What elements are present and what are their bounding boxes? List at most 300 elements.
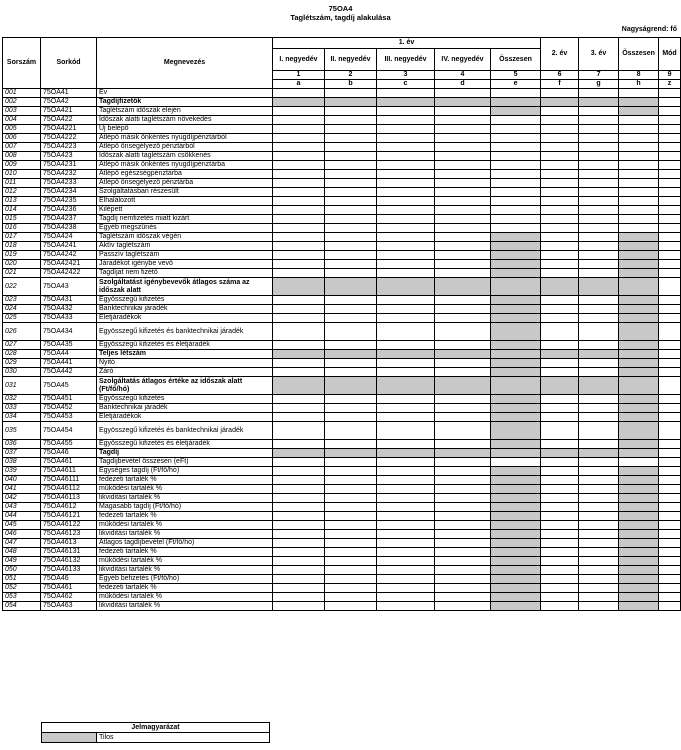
data-cell[interactable] <box>325 422 377 440</box>
data-cell[interactable] <box>325 161 377 170</box>
data-cell[interactable] <box>435 206 491 215</box>
data-cell[interactable] <box>325 395 377 404</box>
data-cell[interactable] <box>273 530 325 539</box>
data-cell[interactable] <box>325 530 377 539</box>
data-cell[interactable] <box>579 467 619 476</box>
data-cell[interactable] <box>377 251 435 260</box>
data-cell[interactable] <box>435 134 491 143</box>
data-cell[interactable] <box>377 539 435 548</box>
data-cell[interactable] <box>377 584 435 593</box>
data-cell[interactable] <box>541 440 579 449</box>
data-cell[interactable] <box>325 215 377 224</box>
data-cell[interactable] <box>435 368 491 377</box>
data-cell[interactable] <box>435 467 491 476</box>
data-cell[interactable] <box>435 233 491 242</box>
data-cell[interactable] <box>435 152 491 161</box>
data-cell[interactable] <box>579 116 619 125</box>
data-cell[interactable] <box>579 368 619 377</box>
data-cell[interactable] <box>325 467 377 476</box>
data-cell[interactable] <box>579 233 619 242</box>
data-cell[interactable] <box>541 566 579 575</box>
data-cell[interactable] <box>377 107 435 116</box>
data-cell[interactable] <box>541 107 579 116</box>
data-cell[interactable] <box>541 503 579 512</box>
data-cell[interactable] <box>273 584 325 593</box>
data-cell[interactable] <box>541 575 579 584</box>
data-cell[interactable] <box>435 584 491 593</box>
data-cell[interactable] <box>579 206 619 215</box>
data-cell[interactable] <box>377 575 435 584</box>
data-cell[interactable] <box>377 476 435 485</box>
data-cell[interactable] <box>325 413 377 422</box>
data-cell[interactable] <box>579 323 619 341</box>
data-cell[interactable] <box>541 179 579 188</box>
data-cell[interactable] <box>619 179 659 188</box>
data-cell[interactable] <box>377 179 435 188</box>
data-cell[interactable] <box>579 161 619 170</box>
data-cell[interactable] <box>435 557 491 566</box>
data-cell[interactable] <box>491 89 541 98</box>
data-cell[interactable] <box>325 566 377 575</box>
data-cell[interactable] <box>273 557 325 566</box>
data-cell[interactable] <box>541 89 579 98</box>
data-cell[interactable] <box>541 485 579 494</box>
data-cell[interactable] <box>435 242 491 251</box>
data-cell[interactable] <box>435 179 491 188</box>
data-cell[interactable] <box>435 413 491 422</box>
data-cell[interactable] <box>273 107 325 116</box>
data-cell[interactable] <box>579 359 619 368</box>
data-cell[interactable] <box>325 476 377 485</box>
data-cell[interactable] <box>325 512 377 521</box>
data-cell[interactable] <box>541 395 579 404</box>
data-cell[interactable] <box>377 89 435 98</box>
data-cell[interactable] <box>325 458 377 467</box>
data-cell[interactable] <box>325 539 377 548</box>
data-cell[interactable] <box>273 224 325 233</box>
data-cell[interactable] <box>273 512 325 521</box>
data-cell[interactable] <box>377 530 435 539</box>
data-cell[interactable] <box>377 458 435 467</box>
data-cell[interactable] <box>273 215 325 224</box>
data-cell[interactable] <box>579 539 619 548</box>
data-cell[interactable] <box>579 485 619 494</box>
data-cell[interactable] <box>377 197 435 206</box>
data-cell[interactable] <box>325 359 377 368</box>
data-cell[interactable] <box>435 341 491 350</box>
data-cell[interactable] <box>541 548 579 557</box>
data-cell[interactable] <box>435 269 491 278</box>
data-cell[interactable] <box>273 521 325 530</box>
data-cell[interactable] <box>619 116 659 125</box>
data-cell[interactable] <box>491 188 541 197</box>
data-cell[interactable] <box>541 413 579 422</box>
data-cell[interactable] <box>579 404 619 413</box>
data-cell[interactable] <box>273 413 325 422</box>
data-cell[interactable] <box>377 512 435 521</box>
data-cell[interactable] <box>435 575 491 584</box>
data-cell[interactable] <box>541 602 579 611</box>
data-cell[interactable] <box>579 440 619 449</box>
data-cell[interactable] <box>377 260 435 269</box>
data-cell[interactable] <box>579 593 619 602</box>
data-cell[interactable] <box>619 152 659 161</box>
data-cell[interactable] <box>435 107 491 116</box>
data-cell[interactable] <box>377 341 435 350</box>
data-cell[interactable] <box>435 116 491 125</box>
data-cell[interactable] <box>435 566 491 575</box>
data-cell[interactable] <box>579 413 619 422</box>
data-cell[interactable] <box>579 503 619 512</box>
data-cell[interactable] <box>273 260 325 269</box>
data-cell[interactable] <box>273 575 325 584</box>
data-cell[interactable] <box>377 269 435 278</box>
data-cell[interactable] <box>541 206 579 215</box>
data-cell[interactable] <box>435 170 491 179</box>
data-cell[interactable] <box>541 323 579 341</box>
data-cell[interactable] <box>325 224 377 233</box>
data-cell[interactable] <box>579 143 619 152</box>
data-cell[interactable] <box>435 224 491 233</box>
data-cell[interactable] <box>435 323 491 341</box>
data-cell[interactable] <box>273 161 325 170</box>
data-cell[interactable] <box>377 125 435 134</box>
data-cell[interactable] <box>273 296 325 305</box>
data-cell[interactable] <box>579 107 619 116</box>
data-cell[interactable] <box>325 521 377 530</box>
data-cell[interactable] <box>491 197 541 206</box>
data-cell[interactable] <box>541 584 579 593</box>
data-cell[interactable] <box>377 143 435 152</box>
data-cell[interactable] <box>491 116 541 125</box>
data-cell[interactable] <box>273 152 325 161</box>
data-cell[interactable] <box>325 440 377 449</box>
data-cell[interactable] <box>579 530 619 539</box>
data-cell[interactable] <box>325 242 377 251</box>
data-cell[interactable] <box>325 134 377 143</box>
data-cell[interactable] <box>377 224 435 233</box>
data-cell[interactable] <box>325 143 377 152</box>
data-cell[interactable] <box>579 242 619 251</box>
data-cell[interactable] <box>579 314 619 323</box>
data-cell[interactable] <box>579 125 619 134</box>
data-cell[interactable] <box>579 170 619 179</box>
data-cell[interactable] <box>435 485 491 494</box>
data-cell[interactable] <box>435 512 491 521</box>
data-cell[interactable] <box>273 467 325 476</box>
data-cell[interactable] <box>491 224 541 233</box>
data-cell[interactable] <box>325 251 377 260</box>
data-cell[interactable] <box>435 188 491 197</box>
data-cell[interactable] <box>325 593 377 602</box>
data-cell[interactable] <box>377 170 435 179</box>
data-cell[interactable] <box>435 215 491 224</box>
data-cell[interactable] <box>377 314 435 323</box>
data-cell[interactable] <box>273 404 325 413</box>
data-cell[interactable] <box>325 602 377 611</box>
data-cell[interactable] <box>491 458 541 467</box>
data-cell[interactable] <box>491 125 541 134</box>
data-cell[interactable] <box>273 503 325 512</box>
data-cell[interactable] <box>273 314 325 323</box>
data-cell[interactable] <box>273 269 325 278</box>
data-cell[interactable] <box>541 539 579 548</box>
data-cell[interactable] <box>325 197 377 206</box>
data-cell[interactable] <box>273 341 325 350</box>
data-cell[interactable] <box>325 125 377 134</box>
data-cell[interactable] <box>619 206 659 215</box>
data-cell[interactable] <box>541 296 579 305</box>
data-cell[interactable] <box>579 152 619 161</box>
data-cell[interactable] <box>541 521 579 530</box>
data-cell[interactable] <box>273 440 325 449</box>
data-cell[interactable] <box>541 242 579 251</box>
data-cell[interactable] <box>541 233 579 242</box>
data-cell[interactable] <box>325 548 377 557</box>
data-cell[interactable] <box>541 134 579 143</box>
data-cell[interactable] <box>273 242 325 251</box>
data-cell[interactable] <box>273 206 325 215</box>
data-cell[interactable] <box>377 368 435 377</box>
data-cell[interactable] <box>541 143 579 152</box>
data-cell[interactable] <box>579 305 619 314</box>
data-cell[interactable] <box>579 395 619 404</box>
data-cell[interactable] <box>273 359 325 368</box>
data-cell[interactable] <box>541 494 579 503</box>
data-cell[interactable] <box>579 512 619 521</box>
data-cell[interactable] <box>579 188 619 197</box>
data-cell[interactable] <box>435 305 491 314</box>
data-cell[interactable] <box>541 530 579 539</box>
data-cell[interactable] <box>377 548 435 557</box>
data-cell[interactable] <box>435 476 491 485</box>
data-cell[interactable] <box>325 494 377 503</box>
data-cell[interactable] <box>435 125 491 134</box>
data-cell[interactable] <box>541 170 579 179</box>
data-cell[interactable] <box>377 296 435 305</box>
data-cell[interactable] <box>377 323 435 341</box>
data-cell[interactable] <box>325 188 377 197</box>
data-cell[interactable] <box>325 575 377 584</box>
data-cell[interactable] <box>435 530 491 539</box>
data-cell[interactable] <box>377 485 435 494</box>
data-cell[interactable] <box>273 179 325 188</box>
data-cell[interactable] <box>579 224 619 233</box>
data-cell[interactable] <box>377 188 435 197</box>
data-cell[interactable] <box>325 269 377 278</box>
data-cell[interactable] <box>273 458 325 467</box>
data-cell[interactable] <box>619 134 659 143</box>
data-cell[interactable] <box>325 503 377 512</box>
data-cell[interactable] <box>273 548 325 557</box>
data-cell[interactable] <box>377 404 435 413</box>
data-cell[interactable] <box>435 161 491 170</box>
data-cell[interactable] <box>435 503 491 512</box>
data-cell[interactable] <box>491 170 541 179</box>
data-cell[interactable] <box>619 161 659 170</box>
data-cell[interactable] <box>325 323 377 341</box>
data-cell[interactable] <box>579 251 619 260</box>
data-cell[interactable] <box>273 134 325 143</box>
data-cell[interactable] <box>377 359 435 368</box>
data-cell[interactable] <box>541 125 579 134</box>
data-cell[interactable] <box>541 152 579 161</box>
data-cell[interactable] <box>377 521 435 530</box>
data-cell[interactable] <box>541 476 579 485</box>
data-cell[interactable] <box>377 395 435 404</box>
data-cell[interactable] <box>435 143 491 152</box>
data-cell[interactable] <box>579 89 619 98</box>
data-cell[interactable] <box>435 494 491 503</box>
data-cell[interactable] <box>273 233 325 242</box>
data-cell[interactable] <box>273 494 325 503</box>
data-cell[interactable] <box>435 404 491 413</box>
data-cell[interactable] <box>435 458 491 467</box>
data-cell[interactable] <box>579 584 619 593</box>
data-cell[interactable] <box>325 368 377 377</box>
data-cell[interactable] <box>273 170 325 179</box>
data-cell[interactable] <box>377 161 435 170</box>
data-cell[interactable] <box>273 602 325 611</box>
data-cell[interactable] <box>377 593 435 602</box>
data-cell[interactable] <box>377 422 435 440</box>
data-cell[interactable] <box>325 341 377 350</box>
data-cell[interactable] <box>579 134 619 143</box>
data-cell[interactable] <box>435 548 491 557</box>
data-cell[interactable] <box>541 404 579 413</box>
data-cell[interactable] <box>377 566 435 575</box>
data-cell[interactable] <box>579 296 619 305</box>
data-cell[interactable] <box>541 458 579 467</box>
data-cell[interactable] <box>579 260 619 269</box>
data-cell[interactable] <box>491 179 541 188</box>
data-cell[interactable] <box>325 485 377 494</box>
data-cell[interactable] <box>325 557 377 566</box>
data-cell[interactable] <box>541 314 579 323</box>
data-cell[interactable] <box>541 512 579 521</box>
data-cell[interactable] <box>619 197 659 206</box>
data-cell[interactable] <box>325 107 377 116</box>
data-cell[interactable] <box>579 602 619 611</box>
data-cell[interactable] <box>435 251 491 260</box>
data-cell[interactable] <box>579 575 619 584</box>
data-cell[interactable] <box>273 143 325 152</box>
data-cell[interactable] <box>491 134 541 143</box>
data-cell[interactable] <box>541 215 579 224</box>
data-cell[interactable] <box>377 440 435 449</box>
data-cell[interactable] <box>435 539 491 548</box>
data-cell[interactable] <box>541 557 579 566</box>
data-cell[interactable] <box>541 197 579 206</box>
data-cell[interactable] <box>325 170 377 179</box>
data-cell[interactable] <box>435 89 491 98</box>
data-cell[interactable] <box>435 440 491 449</box>
data-cell[interactable] <box>435 422 491 440</box>
data-cell[interactable] <box>541 422 579 440</box>
data-cell[interactable] <box>273 476 325 485</box>
data-cell[interactable] <box>325 206 377 215</box>
data-cell[interactable] <box>377 206 435 215</box>
data-cell[interactable] <box>325 404 377 413</box>
data-cell[interactable] <box>377 215 435 224</box>
data-cell[interactable] <box>435 296 491 305</box>
data-cell[interactable] <box>377 242 435 251</box>
data-cell[interactable] <box>273 323 325 341</box>
data-cell[interactable] <box>435 359 491 368</box>
data-cell[interactable] <box>541 359 579 368</box>
data-cell[interactable] <box>435 521 491 530</box>
data-cell[interactable] <box>273 566 325 575</box>
data-cell[interactable] <box>541 188 579 197</box>
data-cell[interactable] <box>377 116 435 125</box>
data-cell[interactable] <box>541 260 579 269</box>
data-cell[interactable] <box>273 539 325 548</box>
data-cell[interactable] <box>579 476 619 485</box>
data-cell[interactable] <box>619 143 659 152</box>
data-cell[interactable] <box>491 215 541 224</box>
data-cell[interactable] <box>541 251 579 260</box>
data-cell[interactable] <box>273 422 325 440</box>
data-cell[interactable] <box>579 179 619 188</box>
data-cell[interactable] <box>273 593 325 602</box>
data-cell[interactable] <box>435 395 491 404</box>
data-cell[interactable] <box>541 269 579 278</box>
data-cell[interactable] <box>541 305 579 314</box>
data-cell[interactable] <box>273 89 325 98</box>
data-cell[interactable] <box>541 116 579 125</box>
data-cell[interactable] <box>541 593 579 602</box>
data-cell[interactable] <box>579 566 619 575</box>
data-cell[interactable] <box>377 134 435 143</box>
data-cell[interactable] <box>541 467 579 476</box>
data-cell[interactable] <box>619 215 659 224</box>
data-cell[interactable] <box>619 89 659 98</box>
data-cell[interactable] <box>325 296 377 305</box>
data-cell[interactable] <box>273 251 325 260</box>
data-cell[interactable] <box>541 341 579 350</box>
data-cell[interactable] <box>579 341 619 350</box>
data-cell[interactable] <box>579 494 619 503</box>
data-cell[interactable] <box>435 593 491 602</box>
data-cell[interactable] <box>541 161 579 170</box>
data-cell[interactable] <box>377 494 435 503</box>
data-cell[interactable] <box>377 467 435 476</box>
data-cell[interactable] <box>619 125 659 134</box>
data-cell[interactable] <box>491 152 541 161</box>
data-cell[interactable] <box>273 197 325 206</box>
data-cell[interactable] <box>579 557 619 566</box>
data-cell[interactable] <box>491 143 541 152</box>
data-cell[interactable] <box>377 557 435 566</box>
data-cell[interactable] <box>377 305 435 314</box>
data-cell[interactable] <box>579 215 619 224</box>
data-cell[interactable] <box>325 584 377 593</box>
data-cell[interactable] <box>273 368 325 377</box>
data-cell[interactable] <box>579 197 619 206</box>
data-cell[interactable] <box>273 125 325 134</box>
data-cell[interactable] <box>619 458 659 467</box>
data-cell[interactable] <box>325 116 377 125</box>
data-cell[interactable] <box>273 395 325 404</box>
data-cell[interactable] <box>325 233 377 242</box>
data-cell[interactable] <box>325 305 377 314</box>
data-cell[interactable] <box>541 224 579 233</box>
data-cell[interactable] <box>435 260 491 269</box>
data-cell[interactable] <box>619 188 659 197</box>
data-cell[interactable] <box>377 152 435 161</box>
data-cell[interactable] <box>325 89 377 98</box>
data-cell[interactable] <box>273 305 325 314</box>
